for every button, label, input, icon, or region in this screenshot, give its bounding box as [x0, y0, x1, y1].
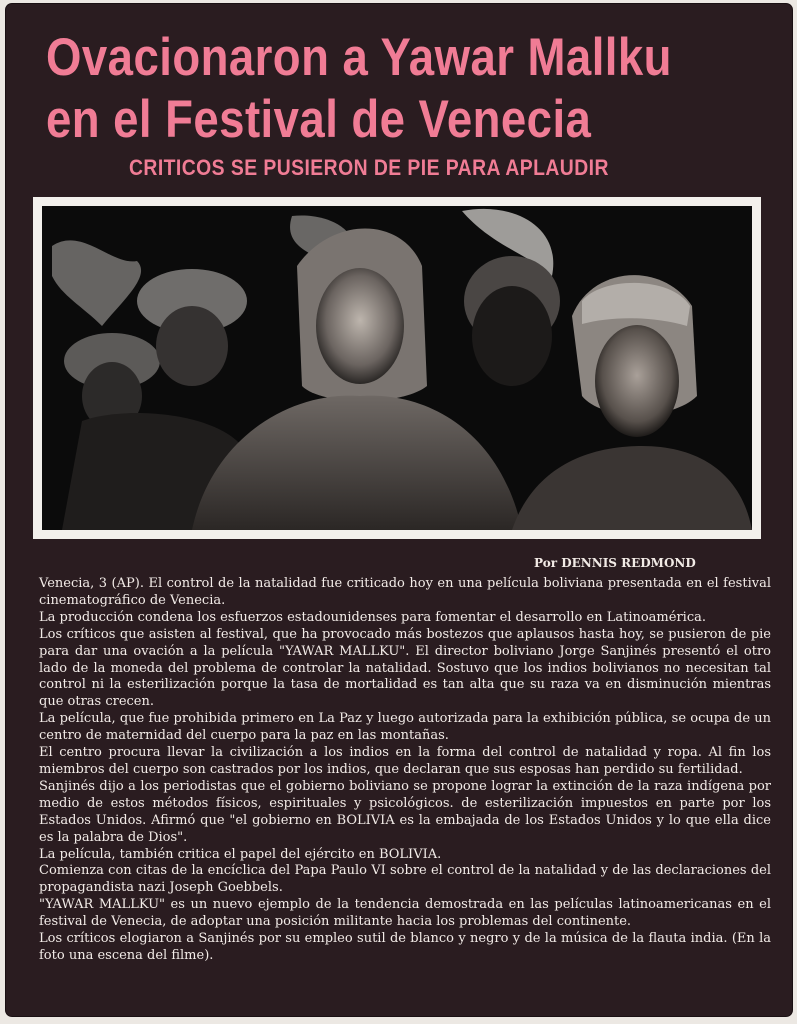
subheadline: CRITICOS SE PUSIERON DE PIE PARA APLAUDIR — [129, 155, 609, 180]
headline-line-1: Ovacionaron a Yawar Mallku — [46, 28, 672, 87]
headline-line-2: en el Festival de Venecia — [46, 90, 592, 149]
photo-frame — [33, 197, 761, 539]
article-paragraph: La producción condena los esfuerzos estadounidenses para fomentar el desarrollo en Latinoamérica. — [39, 609, 706, 625]
article-paragraph: El centro procura llevar la civilización a los indios en la forma del control de natalidad y ropa. Al fin los miembros del cuerpo son castrados por los indios, que declaran que sus esposas han perdido su fertilidad. — [39, 745, 771, 777]
article-paragraph: Venecia, 3 (AP). El control de la natalidad fue criticado hoy en una película boliviana presentada en el festival cinematográfico de Venecia. — [39, 576, 771, 608]
photo-illustration — [42, 206, 752, 530]
film-still-photo — [42, 206, 752, 530]
article-paragraph: Sanjinés dijo a los periodistas que el gobierno boliviano se propone lograr la extinción de la raza indígena por medio de estos métodos físicos, espirituales y psicológicos. de esterilización impuestos en parte por los Estados Unidos. Afirmó que "el gobierno en BOLIVIA es la embajada de los Estados Unidos y lo que ella dice es la palabra de Dios". — [39, 778, 771, 845]
article-paragraph: La película, también critica el papel del ejército en BOLIVIA. — [39, 846, 442, 862]
newspaper-page — [6, 4, 792, 1016]
article-paragraph: Los críticos elogiaron a Sanjinés por su empleo sutil de blanco y negro y de la música de la flauta india. (En la foto una escena del filme). — [39, 931, 771, 963]
byline: Por DENNIS REDMOND — [534, 556, 696, 570]
article-body — [39, 576, 771, 965]
article-paragraph: Comienza con citas de la encíclica del Papa Paulo VI sobre el control de la natalidad y de las declaraciones del propagandista nazi Joseph Goebbels. — [39, 863, 771, 896]
article-paragraph: Los críticos que asisten al festival, que ha provocado más bostezos que aplausos hasta hoy, se pusieron de pie para dar una ovación a la película "YAWAR MALLKU". El director boliviano Jorge Sanjinés presentó el otro lado de la moneda del problema de controlar la natalidad. Sostuvo que los indios bolivianos no necesitan tal control ni la esterilización porque la tasa de mortalidad es tan alta que su raza va en disminución mientras que otras crecen. — [39, 626, 771, 710]
article-paragraph: La película, que fue prohibida primero en La Paz y luego autorizada para la exhibición pública, se ocupa de un centro de maternidad del cuerpo para la paz en las montañas. — [39, 711, 771, 744]
article-paragraph: "YAWAR MALLKU" es un nuevo ejemplo de la tendencia demostrada en las películas latinoamericanas en el festival de Venecia, de adoptar una posición militante hacia los problemas del continente. — [39, 897, 771, 930]
